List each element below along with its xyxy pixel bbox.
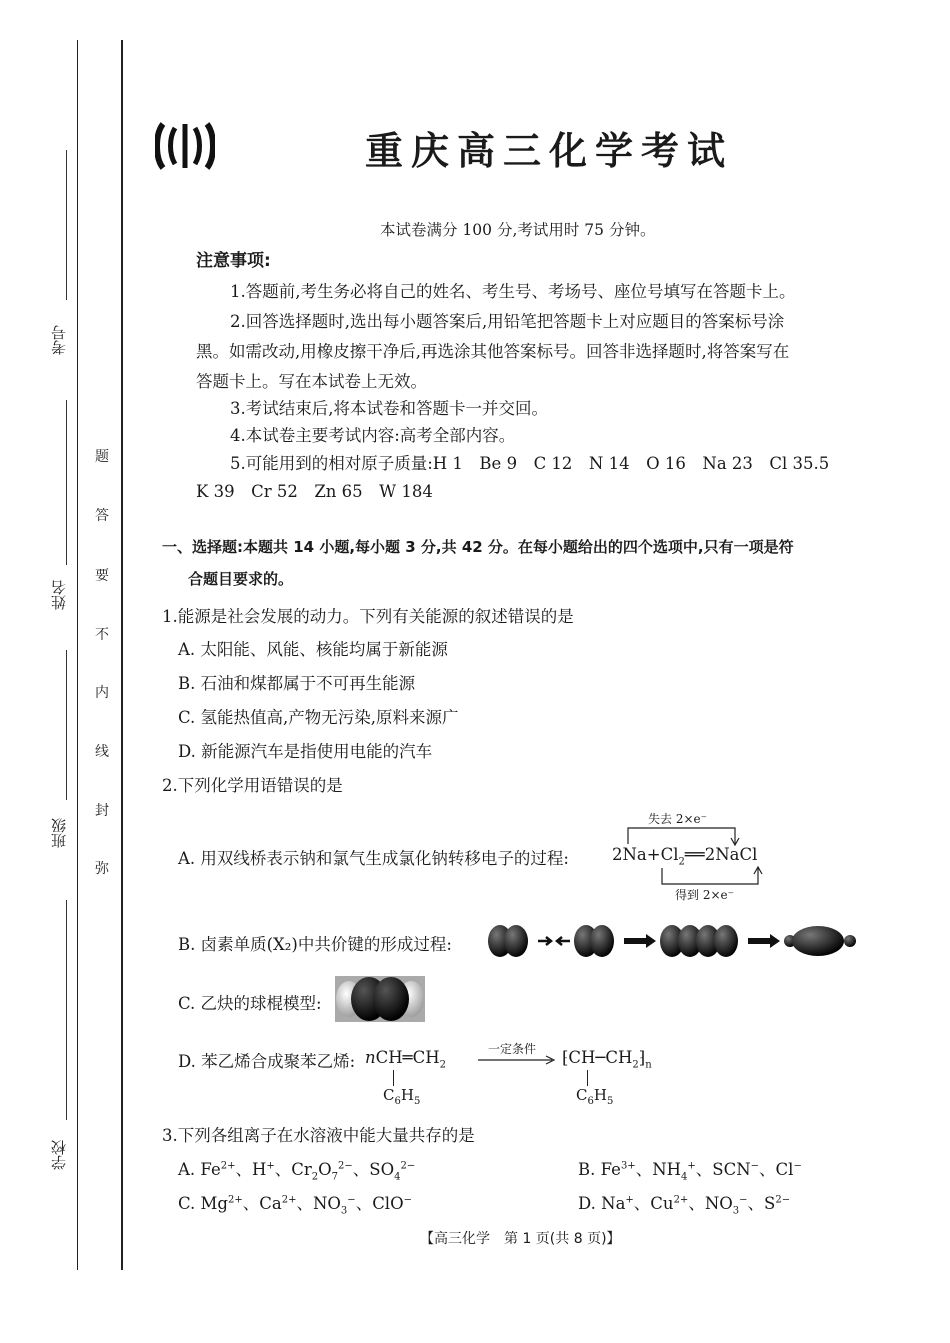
seal-char: 不 — [95, 627, 109, 643]
notice-line: 黑。如需改动,用橡皮擦干净后,再选涂其他答案标号。回答非选择题时,将答案写在 — [196, 342, 790, 361]
binding-line-inner — [121, 40, 123, 1270]
section-heading-cont: 合题目要求的。 — [188, 570, 294, 588]
q2-option-a-text: A. 用双线桥表示钠和氯气生成氯化钠转移电子的过程: — [178, 849, 569, 868]
binding-line-outer — [77, 40, 78, 1270]
styrene-substituent: $C_6H_5$ — [383, 1086, 421, 1107]
q3-option-a: A. $Fe^{2+}$、H+、$Cr_2O_7^{2-}$、$SO_4^{2-}$ — [178, 1160, 416, 1183]
notice-line: 4.本试卷主要考试内容:高考全部内容。 — [230, 426, 516, 445]
name-label: 姓名 — [50, 580, 68, 610]
substituent-bond — [393, 1070, 394, 1086]
polystyrene-substituent: $C_6H_5$ — [576, 1086, 614, 1107]
q1-option-c: C. 氢能热值高,产物无污染,原料来源广 — [178, 708, 459, 727]
page-footer: 【高三化学 第 1 页(共 8 页)】 — [420, 1231, 621, 1247]
q1-option-b: B. 石油和煤都属于不可再生能源 — [178, 674, 416, 693]
polymer-substituent-bond — [587, 1070, 588, 1086]
notice-heading: 注意事项: — [196, 251, 271, 271]
school-label: 学校 — [50, 1140, 68, 1170]
q2-option-d-text: D. 苯乙烯合成聚苯乙烯: — [178, 1052, 356, 1071]
seal-char: 内 — [95, 685, 109, 701]
q3-option-c: C. $Mg^{2+}$、$Ca^{2+}$、$NO_3^-$、ClO− — [178, 1194, 413, 1217]
school-blank — [66, 900, 67, 1120]
covalent-bond-formation-diagram — [486, 918, 866, 964]
seal-char: 线 — [95, 744, 109, 760]
seal-char: 要 — [95, 568, 109, 584]
section-heading: 一、选择题:本题共 14 小题,每小题 3 分,共 42 分。在每小题给出的四个选项中,只有一项是符 — [162, 538, 794, 556]
reaction-condition: 一定条件 — [488, 1042, 537, 1056]
seal-char: 弥 — [95, 861, 109, 877]
class-label: 班级 — [50, 818, 68, 848]
exam-number-label: 考号 — [50, 325, 68, 355]
q3-stem: 3.下列各组离子在水溶液中能大量共存的是 — [162, 1126, 475, 1145]
q2-option-c-text: C. 乙炔的球棍模型: — [178, 994, 322, 1013]
notice-line: 3.考试结束后,将本试卷和答题卡一并交回。 — [230, 399, 548, 418]
exam-subtitle: 本试卷满分 100 分,考试用时 75 分钟。 — [380, 221, 656, 239]
class-blank — [66, 650, 67, 800]
notice-line: 5.可能用到的相对原子质量:H 1 Be 9 C 12 N 14 O 16 Na 23 Cl 35.5 — [230, 454, 830, 473]
notice-line: 2.回答选择题时,选出每小题答案后,用铅笔把答题卡上对应题目的答案标号涂 — [230, 312, 785, 331]
q2-lose-label: 失去 2×e⁻ — [648, 812, 707, 826]
exam-number-blank — [66, 150, 67, 300]
seal-char: 封 — [95, 803, 109, 819]
exam-title: 重庆高三化学考试 — [365, 129, 734, 173]
q1-stem: 1.能源是社会发展的动力。下列有关能源的叙述错误的是 — [162, 607, 574, 626]
notice-line: 1.答题前,考生务必将自己的姓名、考生号、考场号、座位号填写在答题卡上。 — [230, 282, 796, 301]
seal-char: 题 — [95, 449, 109, 465]
double-bridge-arrows — [600, 820, 780, 892]
polystyrene-formula: $⁅CH─CH_2⁆_n$ — [562, 1048, 652, 1071]
notice-line: 答题卡上。写在本试卷上无效。 — [196, 372, 427, 391]
reaction-arrow — [478, 1054, 556, 1066]
q2-option-b-text: B. 卤素单质(X₂)中共价键的形成过程: — [178, 935, 452, 954]
acetylene-model-image — [335, 976, 425, 1022]
seal-char: 答 — [95, 508, 109, 524]
q1-option-d: D. 新能源汽车是指使用电能的汽车 — [178, 742, 433, 761]
q3-option-d: D. Na+、$Cu^{2+}$、$NO_3^-$、$S^{2-}$ — [578, 1194, 791, 1217]
q2-stem: 2.下列化学用语错误的是 — [162, 776, 343, 795]
styrene-formula: $nCH═CH_2$ — [365, 1048, 446, 1071]
name-blank — [66, 400, 67, 565]
q1-option-a: A. 太阳能、风能、核能均属于新能源 — [178, 640, 448, 659]
q3-option-b: B. $Fe^{3+}$、$NH_4^+$、SCN−、Cl− — [578, 1160, 802, 1183]
notice-line: K 39 Cr 52 Zn 65 W 184 — [196, 482, 433, 501]
q2-option-a-equation: $2Na+Cl_2══2NaCl$ — [612, 845, 758, 868]
exam-logo-icon — [155, 120, 215, 172]
q2-gain-label: 得到 2×e⁻ — [675, 888, 734, 902]
